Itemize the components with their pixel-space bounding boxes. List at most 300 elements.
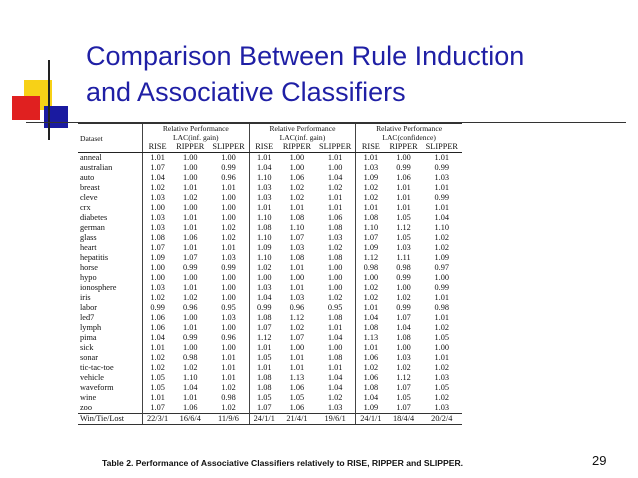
value-cell: 1.02 [356, 193, 386, 203]
column-header: SLIPPER [315, 142, 356, 153]
table-row [78, 393, 462, 403]
value-cell: 1.03 [143, 223, 173, 233]
dataset-name-cell: sonar [80, 353, 98, 362]
value-cell: 1.02 [289, 183, 305, 192]
dataset-name-cell: sick [80, 343, 94, 352]
value-cell: 1.00 [221, 273, 236, 282]
slide-title-line-1: Comparison Between Rule Induction [86, 41, 525, 71]
value-cell: 1.01 [396, 193, 411, 202]
value-cell: 0.96 [221, 173, 236, 182]
value-cell: 1.00 [183, 313, 198, 322]
value-cell: 1.00 [221, 213, 236, 222]
value-cell: 1.02 [356, 283, 386, 293]
column-header: RISE [249, 142, 279, 153]
dataset-name-cell: diabetes [80, 213, 108, 222]
value-cell: 1.00 [221, 153, 236, 162]
value-cell: 1.02 [183, 193, 198, 202]
value-cell: 1.01 [289, 203, 305, 212]
table-row [78, 153, 462, 164]
value-cell: 1.01 [289, 263, 305, 272]
value-cell: 1.01 [249, 203, 279, 213]
value-cell: 1.01 [289, 363, 305, 372]
value-cell: 1.11 [396, 253, 411, 262]
value-cell: 1.00 [143, 203, 173, 213]
value-cell: 24/1/1 [356, 414, 386, 425]
value-cell: 1.01 [396, 203, 411, 212]
table-row [78, 273, 462, 283]
value-cell: 1.01 [356, 303, 386, 313]
value-cell: 0.99 [249, 303, 279, 313]
value-cell: 21/4/1 [279, 414, 315, 425]
table-row [78, 283, 462, 293]
value-cell: 1.10 [434, 223, 450, 232]
value-cell: 1.00 [327, 163, 343, 172]
value-cell: 1.02 [143, 183, 173, 193]
value-cell: 1.02 [396, 363, 411, 372]
dataset-name-cell: breast [80, 183, 100, 192]
value-cell: 1.04 [327, 373, 343, 382]
value-cell: 1.07 [356, 233, 386, 243]
value-cell: 1.07 [289, 233, 305, 242]
dataset-name-cell: anneal [80, 153, 102, 162]
value-cell: 0.96 [221, 333, 236, 342]
value-cell: 1.04 [143, 173, 173, 183]
value-cell: 1.09 [434, 253, 450, 262]
value-cell: 1.07 [396, 383, 411, 392]
dataset-name-cell: pima [80, 333, 97, 342]
dataset-name-cell: led7 [80, 313, 95, 322]
value-cell: 1.00 [183, 203, 198, 212]
value-cell: 24/1/1 [249, 414, 279, 425]
value-cell: 1.08 [327, 253, 343, 262]
value-cell: 0.95 [327, 303, 343, 312]
value-cell: 1.00 [289, 163, 305, 172]
value-cell: 1.00 [221, 193, 236, 202]
table-row [78, 193, 462, 203]
value-cell: 1.00 [183, 153, 198, 162]
value-cell: 1.06 [356, 373, 386, 383]
dataset-name-cell: lymph [80, 323, 102, 332]
value-cell: 1.03 [434, 173, 450, 182]
value-cell: 1.05 [249, 353, 279, 363]
value-cell: 1.03 [434, 403, 450, 412]
value-cell: 1.01 [249, 363, 279, 373]
value-cell: 1.07 [396, 403, 411, 412]
value-cell: 1.04 [327, 383, 343, 392]
value-cell: 0.98 [221, 393, 236, 402]
decorative-red-square [12, 96, 40, 120]
value-cell: 1.13 [356, 333, 386, 343]
value-cell: 22/3/1 [143, 414, 173, 425]
value-cell: 0.98 [396, 263, 411, 272]
value-cell: 0.99 [434, 193, 450, 202]
value-cell: 1.02 [327, 243, 343, 252]
value-cell: 1.03 [221, 313, 236, 322]
table-row [78, 203, 462, 213]
value-cell: 1.09 [143, 253, 173, 263]
value-cell: 1.02 [183, 363, 198, 372]
value-cell: 1.12 [249, 333, 279, 343]
value-cell: 1.02 [434, 393, 450, 402]
value-cell: 1.03 [356, 163, 386, 173]
summary-row [78, 414, 462, 425]
slide-title-line-2: and Associative Classifiers [86, 77, 406, 107]
value-cell: 1.08 [396, 333, 411, 342]
value-cell: 1.00 [289, 343, 305, 352]
value-cell: 1.01 [221, 373, 236, 382]
value-cell: 1.08 [327, 223, 343, 232]
value-cell: 1.08 [356, 383, 386, 393]
value-cell: 0.99 [396, 163, 411, 172]
value-cell: 1.10 [249, 253, 279, 263]
value-cell: 1.03 [249, 183, 279, 193]
slide-title [86, 38, 626, 110]
value-cell: 1.00 [396, 283, 411, 292]
value-cell: 1.09 [356, 243, 386, 253]
value-cell: 1.07 [143, 243, 173, 253]
group-header-2: Relative Performance LAC(inf. gain) [249, 124, 356, 143]
value-cell: 1.08 [327, 313, 343, 322]
value-cell: 1.02 [356, 183, 386, 193]
value-cell: 1.01 [183, 183, 198, 192]
value-cell: 1.01 [434, 353, 450, 362]
value-cell: 1.01 [396, 183, 411, 192]
dataset-name-cell: waveform [80, 383, 114, 392]
table-body [78, 153, 462, 425]
value-cell: 1.00 [221, 283, 236, 292]
table-row [78, 253, 462, 263]
value-cell: 1.01 [434, 313, 450, 322]
value-cell: 1.06 [143, 313, 173, 323]
table-row [78, 183, 462, 193]
value-cell: 1.12 [356, 253, 386, 263]
value-cell: 1.01 [183, 283, 198, 292]
dataset-name-cell: crx [80, 203, 91, 212]
value-cell: 1.08 [143, 233, 173, 243]
value-cell: 0.97 [434, 263, 450, 272]
value-cell: 1.09 [249, 243, 279, 253]
value-cell: 1.08 [249, 383, 279, 393]
value-cell: 1.05 [249, 393, 279, 403]
decorative-vertical-line [48, 60, 50, 140]
dataset-name-cell: australian [80, 163, 113, 172]
value-cell: 0.99 [434, 283, 450, 292]
value-cell: 1.03 [434, 373, 450, 382]
value-cell: 1.01 [183, 393, 198, 402]
dataset-name-cell: heart [80, 243, 97, 252]
value-cell: 1.03 [396, 353, 411, 362]
value-cell: 1.05 [434, 333, 450, 342]
column-header: RISE [143, 142, 173, 153]
value-cell: 1.02 [434, 233, 450, 242]
dataset-name-cell: vehicle [80, 373, 104, 382]
dataset-name-cell: hypo [80, 273, 97, 282]
value-cell: 1.13 [289, 373, 305, 382]
value-cell: 1.04 [327, 333, 343, 342]
dataset-name-cell: auto [80, 173, 95, 182]
value-cell: 1.00 [221, 323, 236, 332]
value-cell: 1.05 [396, 393, 411, 402]
value-cell: 1.00 [221, 203, 236, 212]
value-cell: 1.01 [183, 223, 198, 232]
value-cell: 1.01 [327, 323, 343, 332]
value-cell: 1.07 [289, 333, 305, 342]
table-row [78, 243, 462, 253]
column-header: SLIPPER [422, 142, 462, 153]
value-cell: 1.04 [327, 173, 343, 182]
value-cell: 1.00 [289, 273, 305, 282]
value-cell: 1.02 [221, 403, 236, 412]
value-cell: 1.00 [396, 153, 411, 162]
value-cell: 1.01 [221, 183, 236, 192]
value-cell: 1.00 [183, 163, 198, 172]
value-cell: 1.06 [289, 383, 305, 392]
value-cell: 1.02 [327, 183, 343, 192]
dataset-name-cell: Win/Tie/Lost [78, 414, 143, 425]
value-cell: 1.03 [249, 193, 279, 203]
value-cell: 1.12 [289, 313, 305, 322]
value-cell: 1.05 [396, 213, 411, 222]
table-row [78, 313, 462, 323]
table-row [78, 323, 462, 333]
table-row [78, 403, 462, 414]
value-cell: 1.01 [356, 203, 386, 213]
value-cell: 1.09 [356, 403, 386, 414]
value-cell: 1.12 [396, 223, 411, 232]
value-cell: 0.99 [396, 273, 411, 282]
table-row [78, 353, 462, 363]
value-cell: 1.02 [143, 363, 173, 373]
value-cell: 1.04 [249, 163, 279, 173]
value-cell: 1.06 [396, 173, 411, 182]
value-cell: 1.03 [396, 243, 411, 252]
value-cell: 1.01 [249, 343, 279, 353]
value-cell: 1.02 [221, 383, 236, 392]
value-cell: 1.10 [249, 233, 279, 243]
results-table-container [78, 123, 462, 425]
table-row [78, 293, 462, 303]
value-cell: 1.06 [183, 233, 198, 242]
value-cell: 1.02 [434, 243, 450, 252]
value-cell: 0.99 [221, 163, 236, 172]
table-row [78, 173, 462, 183]
dataset-name-cell: labor [80, 303, 98, 312]
value-cell: 1.07 [183, 253, 198, 262]
value-cell: 1.01 [221, 353, 236, 362]
table-row [78, 373, 462, 383]
dataset-name-cell: horse [80, 263, 98, 272]
value-cell: 1.01 [434, 203, 450, 212]
value-cell: 1.04 [356, 393, 386, 403]
value-cell: 1.02 [434, 323, 450, 332]
value-cell: 1.01 [356, 343, 386, 353]
value-cell: 20/2/4 [422, 414, 462, 425]
dataset-name-cell: cleve [80, 193, 98, 202]
value-cell: 1.00 [221, 293, 236, 302]
column-header: RISE [356, 142, 386, 153]
value-cell: 1.04 [143, 333, 173, 343]
value-cell: 1.08 [289, 253, 305, 262]
value-cell: 1.04 [356, 313, 386, 323]
value-cell: 1.02 [356, 363, 386, 373]
table-row [78, 333, 462, 343]
value-cell: 16/6/4 [172, 414, 208, 425]
dataset-header: Dataset [78, 124, 143, 153]
value-cell: 1.00 [396, 343, 411, 352]
value-cell: 1.01 [289, 283, 305, 292]
dataset-name-cell: iris [80, 293, 91, 302]
value-cell: 1.00 [143, 273, 173, 283]
group-header-3: Relative Performance LAC(confidence) [356, 124, 462, 143]
value-cell: 1.07 [143, 163, 173, 173]
value-cell: 1.02 [327, 293, 343, 302]
table-row [78, 303, 462, 313]
value-cell: 1.01 [327, 193, 343, 202]
table-row [78, 363, 462, 373]
value-cell: 1.07 [249, 403, 279, 414]
value-cell: 1.08 [289, 213, 305, 222]
value-cell: 1.08 [249, 223, 279, 233]
value-cell: 1.10 [356, 223, 386, 233]
value-cell: 1.00 [327, 283, 343, 292]
value-cell: 1.00 [327, 343, 343, 352]
table-row [78, 163, 462, 173]
value-cell: 0.95 [221, 303, 236, 312]
dataset-name-cell: tic-tac-toe [80, 363, 114, 372]
value-cell: 1.10 [183, 373, 198, 382]
value-cell: 1.03 [221, 253, 236, 262]
value-cell: 1.05 [289, 393, 305, 402]
value-cell: 1.01 [221, 363, 236, 372]
value-cell: 1.04 [396, 323, 411, 332]
value-cell: 1.07 [249, 323, 279, 333]
value-cell: 1.12 [396, 373, 411, 382]
value-cell: 1.03 [327, 403, 343, 412]
value-cell: 1.03 [289, 243, 305, 252]
dataset-name-cell: german [80, 223, 105, 232]
column-header: SLIPPER [208, 142, 249, 153]
value-cell: 1.00 [183, 343, 198, 352]
value-cell: 1.04 [434, 213, 450, 222]
value-cell: 1.00 [327, 263, 343, 272]
table-row [78, 233, 462, 243]
value-cell: 1.03 [327, 233, 343, 242]
value-cell: 0.98 [434, 303, 450, 312]
value-cell: 1.08 [249, 313, 279, 323]
table-row [78, 263, 462, 273]
value-cell: 1.10 [249, 213, 279, 223]
value-cell: 1.02 [434, 363, 450, 372]
value-cell: 1.02 [289, 193, 305, 202]
value-cell: 0.96 [289, 303, 305, 312]
value-cell: 1.01 [289, 353, 305, 362]
table-row [78, 383, 462, 393]
value-cell: 18/4/4 [386, 414, 422, 425]
value-cell: 1.06 [289, 403, 305, 412]
value-cell: 1.02 [221, 233, 236, 242]
value-cell: 0.99 [221, 263, 236, 272]
value-cell: 1.01 [327, 203, 343, 212]
value-cell: 0.96 [183, 303, 198, 312]
value-cell: 1.00 [221, 343, 236, 352]
value-cell: 1.06 [183, 403, 198, 412]
value-cell: 1.02 [221, 223, 236, 232]
value-cell: 1.01 [356, 153, 386, 164]
value-cell: 0.98 [356, 263, 386, 273]
value-cell: 1.01 [183, 243, 198, 252]
value-cell: 1.03 [289, 293, 305, 302]
value-cell: 1.08 [356, 323, 386, 333]
value-cell: 1.03 [143, 193, 173, 203]
results-table [78, 123, 462, 425]
value-cell: 1.02 [183, 293, 198, 302]
value-cell: 1.00 [183, 273, 198, 282]
value-cell: 11/9/6 [208, 414, 249, 425]
value-cell: 1.02 [327, 393, 343, 402]
value-cell: 1.00 [183, 173, 198, 182]
value-cell: 1.01 [249, 153, 279, 164]
dataset-name-cell: glass [80, 233, 97, 242]
value-cell: 1.01 [183, 213, 198, 222]
value-cell: 1.02 [396, 293, 411, 302]
value-cell: 1.04 [183, 383, 198, 392]
dataset-name-cell: hepatitis [80, 253, 109, 262]
value-cell: 1.08 [249, 373, 279, 383]
value-cell: 1.02 [289, 323, 305, 332]
value-cell: 1.08 [327, 353, 343, 362]
value-cell: 1.02 [356, 293, 386, 303]
value-cell: 1.00 [289, 153, 305, 162]
value-cell: 0.99 [183, 263, 198, 272]
value-cell: 1.05 [434, 383, 450, 392]
value-cell: 1.06 [143, 323, 173, 333]
value-cell: 1.03 [143, 213, 173, 223]
dataset-name-cell: ionosphere [80, 283, 117, 292]
value-cell: 1.03 [249, 283, 279, 293]
column-header: RIPPER [279, 142, 315, 153]
value-cell: 1.00 [143, 263, 173, 273]
value-cell: 0.98 [183, 353, 198, 362]
value-cell: 19/6/1 [315, 414, 356, 425]
table-caption: Table 2. Performance of Associative Classifiers relatively to RISE, RIPPER and SLIPPER. [102, 458, 464, 468]
page-number: 29 [592, 453, 607, 468]
value-cell: 1.09 [356, 173, 386, 183]
value-cell: 1.02 [143, 353, 173, 363]
table-row [78, 343, 462, 353]
value-cell: 1.03 [143, 283, 173, 293]
value-cell: 1.01 [221, 243, 236, 252]
value-cell: 1.07 [143, 403, 173, 414]
dataset-name-cell: wine [80, 393, 97, 402]
value-cell: 1.00 [356, 273, 386, 283]
value-cell: 1.04 [249, 293, 279, 303]
value-cell: 1.05 [396, 233, 411, 242]
value-cell: 1.02 [143, 293, 173, 303]
value-cell: 1.01 [183, 323, 198, 332]
value-cell: 1.00 [249, 273, 279, 283]
value-cell: 1.01 [434, 183, 450, 192]
value-cell: 0.99 [183, 333, 198, 342]
column-header: RIPPER [386, 142, 422, 153]
value-cell: 1.08 [356, 213, 386, 223]
table-row [78, 223, 462, 233]
value-cell: 1.05 [143, 373, 173, 383]
value-cell: 1.06 [356, 353, 386, 363]
value-cell: 1.05 [143, 383, 173, 393]
value-cell: 1.01 [327, 153, 343, 162]
value-cell: 0.99 [143, 303, 173, 313]
group-header-1: Relative Performance LAC(inf. gain) [143, 124, 250, 143]
